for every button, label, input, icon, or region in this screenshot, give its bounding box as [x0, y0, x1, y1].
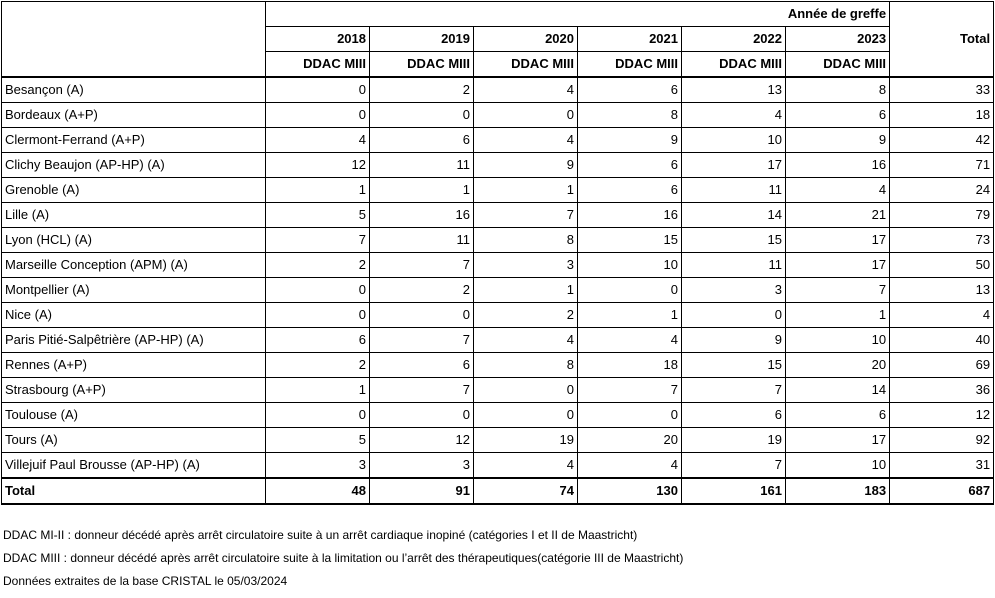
year-value-cell: 2	[370, 278, 474, 303]
category-header: DDAC MIII	[786, 52, 890, 78]
footnotes	[3, 524, 683, 593]
year-value-cell: 4	[578, 453, 682, 479]
year-value-cell: 6	[682, 403, 786, 428]
table-row	[2, 128, 994, 153]
year-value-cell: 11	[682, 253, 786, 278]
year-value-cell: 4	[578, 328, 682, 353]
year-value-cell: 6	[786, 403, 890, 428]
center-name: Villejuif Paul Brousse (AP-HP) (A)	[2, 453, 266, 479]
year-value-cell: 7	[370, 328, 474, 353]
center-name: Lille (A)	[2, 203, 266, 228]
table-row	[2, 328, 994, 353]
table-row	[2, 453, 994, 479]
year-value-cell: 3	[266, 453, 370, 479]
year-value-cell: 12	[370, 428, 474, 453]
table-row	[2, 253, 994, 278]
row-total-cell: 92	[890, 428, 994, 453]
row-total-cell: 69	[890, 353, 994, 378]
center-name: Lyon (HCL) (A)	[2, 228, 266, 253]
year-value-cell: 21	[786, 203, 890, 228]
year-value-cell: 4	[682, 103, 786, 128]
year-value-cell: 9	[474, 153, 578, 178]
year-value-cell: 1	[474, 178, 578, 203]
year-value-cell: 9	[786, 128, 890, 153]
year-value-cell: 15	[578, 228, 682, 253]
year-value-cell: 8	[474, 353, 578, 378]
grand-total-cell: 687	[890, 478, 994, 504]
year-total-cell: 130	[578, 478, 682, 504]
row-total-cell: 31	[890, 453, 994, 479]
year-value-cell: 11	[682, 178, 786, 203]
center-name: Rennes (A+P)	[2, 353, 266, 378]
year-value-cell: 7	[682, 453, 786, 479]
year-value-cell: 16	[578, 203, 682, 228]
center-name: Toulouse (A)	[2, 403, 266, 428]
category-header: DDAC MIII	[682, 52, 786, 78]
year-value-cell: 4	[786, 178, 890, 203]
center-name: Nice (A)	[2, 303, 266, 328]
year-value-cell: 7	[474, 203, 578, 228]
center-name: Clermont-Ferrand (A+P)	[2, 128, 266, 153]
center-name: Tours (A)	[2, 428, 266, 453]
year-value-cell: 2	[370, 77, 474, 103]
year-value-cell: 7	[370, 253, 474, 278]
center-name: Strasbourg (A+P)	[2, 378, 266, 403]
row-total-cell: 71	[890, 153, 994, 178]
footnote-data-source: Données extraites de la base CRISTAL le 05/03/2024	[3, 574, 288, 588]
year-value-cell: 2	[474, 303, 578, 328]
center-name: Bordeaux (A+P)	[2, 103, 266, 128]
year-header: 2019	[370, 27, 474, 52]
year-value-cell: 6	[370, 353, 474, 378]
table-row	[2, 353, 994, 378]
table-row	[2, 428, 994, 453]
year-value-cell: 17	[786, 228, 890, 253]
table-row	[2, 178, 994, 203]
year-value-cell: 1	[370, 178, 474, 203]
year-value-cell: 10	[682, 128, 786, 153]
year-value-cell: 0	[370, 403, 474, 428]
year-value-cell: 17	[786, 253, 890, 278]
year-value-cell: 0	[370, 303, 474, 328]
year-value-cell: 8	[578, 103, 682, 128]
year-value-cell: 13	[682, 77, 786, 103]
category-header: DDAC MIII	[578, 52, 682, 78]
total-column-header: Total	[890, 2, 994, 78]
year-header: 2021	[578, 27, 682, 52]
row-total-cell: 79	[890, 203, 994, 228]
year-value-cell: 6	[370, 128, 474, 153]
year-value-cell: 12	[266, 153, 370, 178]
table-row	[2, 228, 994, 253]
center-name: Grenoble (A)	[2, 178, 266, 203]
year-value-cell: 4	[266, 128, 370, 153]
year-total-cell: 183	[786, 478, 890, 504]
year-value-cell: 4	[474, 453, 578, 479]
year-value-cell: 19	[474, 428, 578, 453]
year-value-cell: 3	[474, 253, 578, 278]
year-value-cell: 8	[786, 77, 890, 103]
center-name: Besançon (A)	[2, 77, 266, 103]
row-total-cell: 4	[890, 303, 994, 328]
year-value-cell: 0	[682, 303, 786, 328]
footnote-ddac-miii: DDAC MIII : donneur décédé après arrêt circulatoire suite à la limitation ou l’arrêt des thérapeutiques(catégorie III de Maastricht)	[3, 551, 684, 565]
year-header: 2022	[682, 27, 786, 52]
table-row	[2, 278, 994, 303]
year-value-cell: 5	[266, 203, 370, 228]
year-value-cell: 19	[682, 428, 786, 453]
year-total-cell: 161	[682, 478, 786, 504]
year-value-cell: 20	[578, 428, 682, 453]
transplant-table	[1, 1, 994, 505]
year-header: 2020	[474, 27, 578, 52]
row-total-cell: 24	[890, 178, 994, 203]
total-row	[2, 478, 994, 504]
year-value-cell: 1	[474, 278, 578, 303]
year-value-cell: 16	[370, 203, 474, 228]
table-row	[2, 203, 994, 228]
year-value-cell: 0	[370, 103, 474, 128]
year-value-cell: 14	[682, 203, 786, 228]
year-value-cell: 4	[474, 328, 578, 353]
year-value-cell: 17	[682, 153, 786, 178]
year-value-cell: 0	[266, 77, 370, 103]
year-value-cell: 0	[474, 403, 578, 428]
year-value-cell: 1	[266, 378, 370, 403]
year-value-cell: 11	[370, 153, 474, 178]
total-row-label: Total	[2, 478, 266, 504]
year-value-cell: 4	[474, 128, 578, 153]
year-value-cell: 7	[578, 378, 682, 403]
year-value-cell: 5	[266, 428, 370, 453]
year-value-cell: 7	[786, 278, 890, 303]
year-value-cell: 17	[786, 428, 890, 453]
year-value-cell: 18	[578, 353, 682, 378]
year-value-cell: 3	[682, 278, 786, 303]
year-value-cell: 0	[578, 278, 682, 303]
year-value-cell: 15	[682, 353, 786, 378]
year-value-cell: 15	[682, 228, 786, 253]
year-value-cell: 6	[578, 178, 682, 203]
year-value-cell: 2	[266, 253, 370, 278]
year-value-cell: 8	[474, 228, 578, 253]
year-value-cell: 0	[266, 103, 370, 128]
year-value-cell: 0	[266, 278, 370, 303]
year-value-cell: 0	[474, 103, 578, 128]
year-total-cell: 74	[474, 478, 578, 504]
year-value-cell: 14	[786, 378, 890, 403]
year-value-cell: 1	[578, 303, 682, 328]
corner-cell	[2, 2, 266, 78]
row-total-cell: 13	[890, 278, 994, 303]
year-value-cell: 6	[578, 153, 682, 178]
year-value-cell: 6	[578, 77, 682, 103]
year-value-cell: 2	[266, 353, 370, 378]
year-value-cell: 4	[474, 77, 578, 103]
year-total-cell: 48	[266, 478, 370, 504]
year-header: 2018	[266, 27, 370, 52]
year-value-cell: 16	[786, 153, 890, 178]
row-total-cell: 40	[890, 328, 994, 353]
category-header: DDAC MIII	[370, 52, 474, 78]
category-header: DDAC MIII	[266, 52, 370, 78]
year-value-cell: 10	[786, 453, 890, 479]
row-total-cell: 73	[890, 228, 994, 253]
year-value-cell: 20	[786, 353, 890, 378]
year-total-cell: 91	[370, 478, 474, 504]
table-row	[2, 303, 994, 328]
year-value-cell: 7	[682, 378, 786, 403]
year-value-cell: 0	[474, 378, 578, 403]
center-name: Paris Pitié-Salpêtrière (AP-HP) (A)	[2, 328, 266, 353]
row-total-cell: 36	[890, 378, 994, 403]
year-value-cell: 6	[786, 103, 890, 128]
year-value-cell: 0	[266, 303, 370, 328]
year-value-cell: 1	[786, 303, 890, 328]
center-name: Montpellier (A)	[2, 278, 266, 303]
year-value-cell: 1	[266, 178, 370, 203]
row-total-cell: 42	[890, 128, 994, 153]
year-header: 2023	[786, 27, 890, 52]
row-total-cell: 50	[890, 253, 994, 278]
center-name: Marseille Conception (APM) (A)	[2, 253, 266, 278]
header-row-group	[2, 2, 994, 27]
year-value-cell: 10	[786, 328, 890, 353]
footnote-ddac-mi-ii: DDAC MI-II : donneur décédé après arrêt circulatoire suite à un arrêt cardiaque inopiné (catégories I et II de Maastricht)	[3, 528, 638, 542]
center-name: Clichy Beaujon (AP-HP) (A)	[2, 153, 266, 178]
table-row	[2, 153, 994, 178]
table-row	[2, 103, 994, 128]
table-row	[2, 403, 994, 428]
year-value-cell: 7	[266, 228, 370, 253]
table-row	[2, 378, 994, 403]
year-value-cell: 7	[370, 378, 474, 403]
year-value-cell: 10	[578, 253, 682, 278]
year-value-cell: 0	[266, 403, 370, 428]
year-value-cell: 11	[370, 228, 474, 253]
year-value-cell: 9	[578, 128, 682, 153]
row-total-cell: 12	[890, 403, 994, 428]
year-value-cell: 9	[682, 328, 786, 353]
category-header: DDAC MIII	[474, 52, 578, 78]
year-group-header: Année de greffe	[266, 2, 890, 27]
year-value-cell: 6	[266, 328, 370, 353]
row-total-cell: 18	[890, 103, 994, 128]
table-row	[2, 77, 994, 103]
row-total-cell: 33	[890, 77, 994, 103]
year-value-cell: 0	[578, 403, 682, 428]
year-value-cell: 3	[370, 453, 474, 479]
